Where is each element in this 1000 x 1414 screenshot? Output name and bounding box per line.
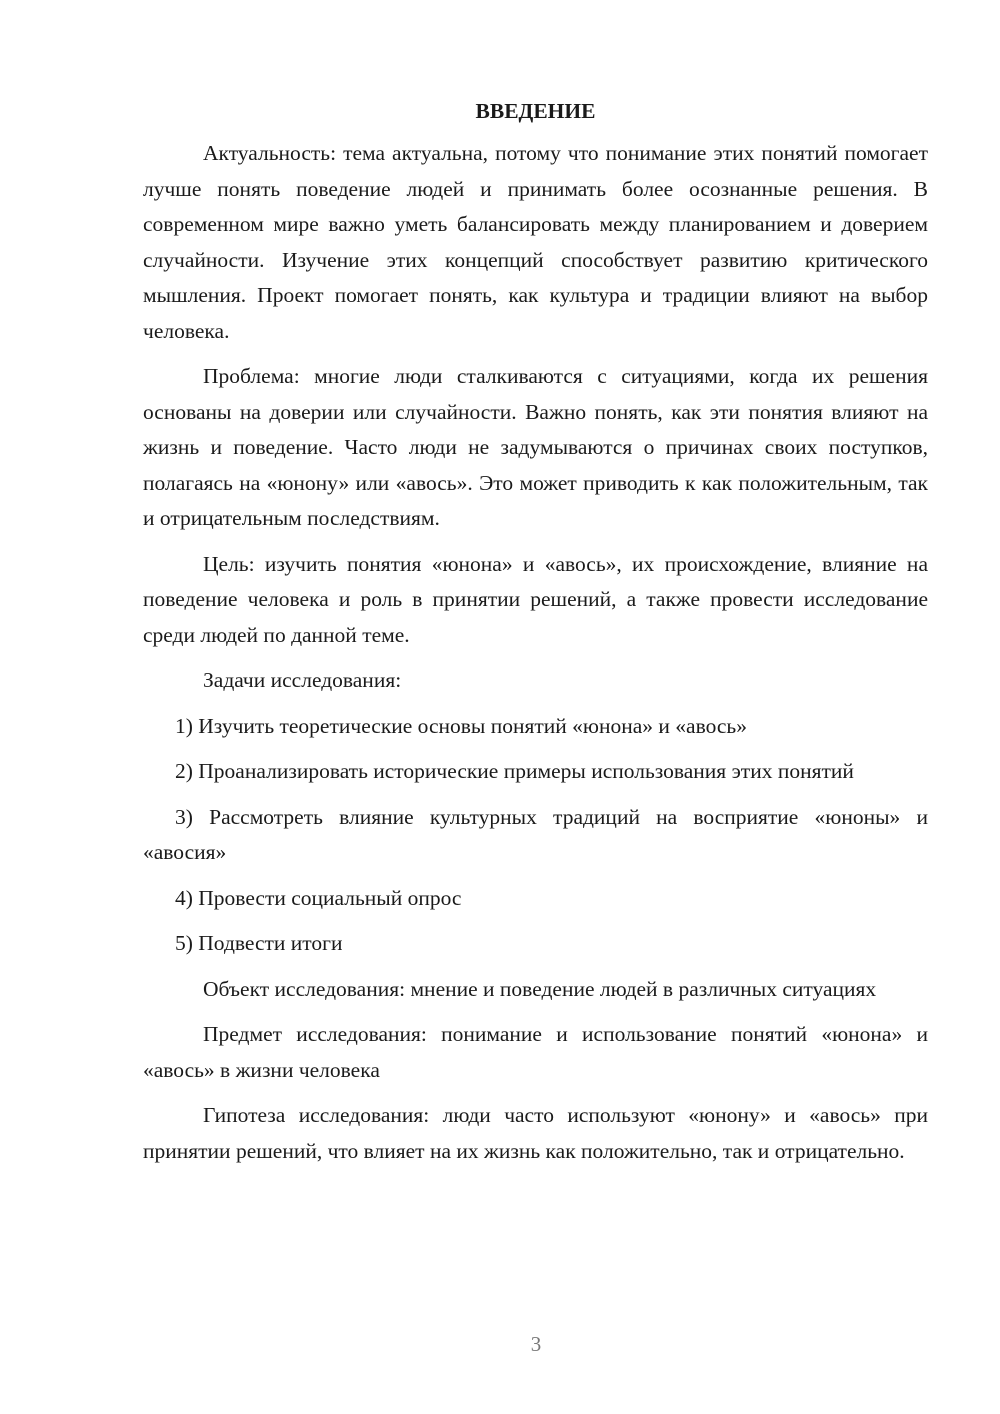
page-number: 3 <box>530 1332 542 1356</box>
goal-paragraph: Цель: изучить понятия «юнона» и «авось», их происхождение, влияние на поведение человека и роль в принятии решений, а также провести исследование среди людей по данной теме. <box>143 551 928 647</box>
subject-paragraph: Предмет исследования: понимание и использование понятий «юнона» и «авось» в жизни человека <box>143 1022 928 1082</box>
hypothesis-paragraph: Гипотеза исследования: люди часто используют «юнону» и «авось» при принятии решений, что влияет на их жизнь как положительно, так и отрицательно. <box>143 1103 928 1163</box>
task-item-4: 4) Провести социальный опрос <box>175 885 462 910</box>
tasks-heading: Задачи исследования: <box>203 668 402 692</box>
task-item-2: 2) Проанализировать исторические примеры использования этих понятий <box>175 759 854 783</box>
problem-paragraph: Проблема: многие люди сталкиваются с ситуациями, когда их решения основаны на доверии или случайности. Важно понять, как эти понятия влияют на жизнь и поведение. Часто люди не задумываются о причинах своих поступков, полагаясь на «юнону» или «авось». Это может приводить к как положительным, так и отрицательным последствиям. <box>143 364 928 530</box>
task-item-5: 5) Подвести итоги <box>175 931 343 955</box>
page-title: ВВЕДЕНИЕ <box>475 99 596 123</box>
task-item-1: 1) Изучить теоретические основы понятий «юнона» и «авось» <box>175 713 747 738</box>
relevance-paragraph: Актуальность: тема актуальна, потому что понимание этих понятий помогает лучше понять поведение людей и принимать более осознанные решения. В современном мире важно уметь балансировать между планированием и доверием случайности. Изучение этих концепций способствует развитию критического мышления. Проект помогает понять, как культура и традиции влияют на выбор человека. <box>143 141 928 343</box>
page-content <box>143 96 928 1179</box>
task-item-3: 3) Рассмотреть влияние культурных традиций на восприятие «юноны» и «авосия» <box>143 804 928 864</box>
object-paragraph: Объект исследования: мнение и поведение людей в различных ситуациях <box>203 976 877 1001</box>
